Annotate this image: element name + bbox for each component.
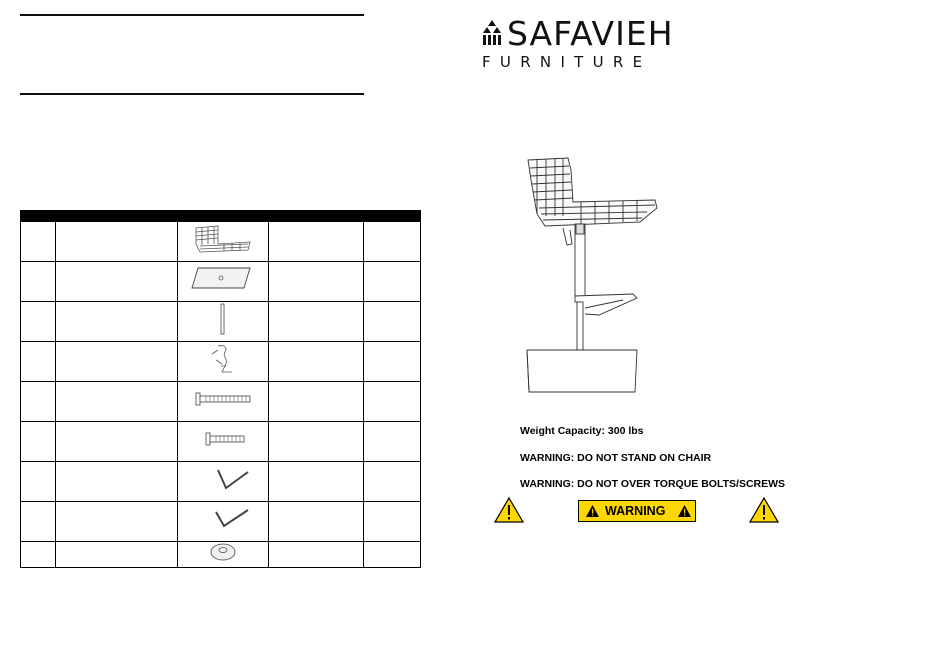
allen-key-icon — [188, 462, 258, 496]
header-rule-bottom — [20, 93, 364, 95]
table-row — [21, 502, 421, 542]
part-image-cell — [178, 502, 269, 542]
warning-stand-text: WARNING: DO NOT STAND ON CHAIR — [520, 452, 712, 464]
short-bolt-icon — [188, 422, 258, 456]
warning-triangle-icon — [677, 504, 692, 518]
logo-brand-text: SAFAVIEH — [507, 14, 674, 53]
table-row — [21, 462, 421, 502]
table-row — [21, 222, 421, 262]
part-image-cell — [178, 302, 269, 342]
part-image-cell — [178, 262, 269, 302]
part-image-cell — [178, 222, 269, 262]
allen-key-icon — [188, 502, 258, 536]
foot-cap-icon — [188, 542, 258, 562]
warning-banner — [578, 500, 696, 522]
table-row — [21, 422, 421, 462]
warning-torque-text: WARNING: DO NOT OVER TORQUE BOLTS/SCREWS — [520, 478, 786, 490]
weight-capacity-text: Weight Capacity: 300 lbs — [520, 425, 644, 437]
lift-lever-icon — [188, 342, 258, 376]
table-row — [21, 542, 421, 568]
seat-icon — [188, 222, 258, 256]
table-row — [21, 382, 421, 422]
logo-emblem-icon — [479, 18, 505, 48]
warning-triangle-icon — [749, 496, 779, 524]
logo-subtitle-text: FURNITURE — [482, 53, 652, 71]
warning-triangle-icon — [585, 504, 600, 518]
part-image-cell — [178, 342, 269, 382]
part-image-cell — [178, 382, 269, 422]
warning-banner-label: WARNING — [605, 504, 666, 518]
part-image-cell — [178, 422, 269, 462]
parts-table — [20, 210, 421, 568]
table-row — [21, 262, 421, 302]
part-image-cell — [178, 462, 269, 502]
table-row — [21, 302, 421, 342]
base-plate-icon — [188, 262, 258, 296]
brand-logo — [479, 14, 674, 72]
table-header-row — [21, 211, 421, 222]
bar-stool-illustration — [515, 150, 675, 395]
part-image-cell — [178, 542, 269, 568]
warning-triangle-icon — [494, 496, 524, 524]
long-bolt-icon — [188, 382, 258, 416]
pole-icon — [188, 302, 258, 336]
table-row — [21, 342, 421, 382]
header-rule-top — [20, 14, 364, 16]
